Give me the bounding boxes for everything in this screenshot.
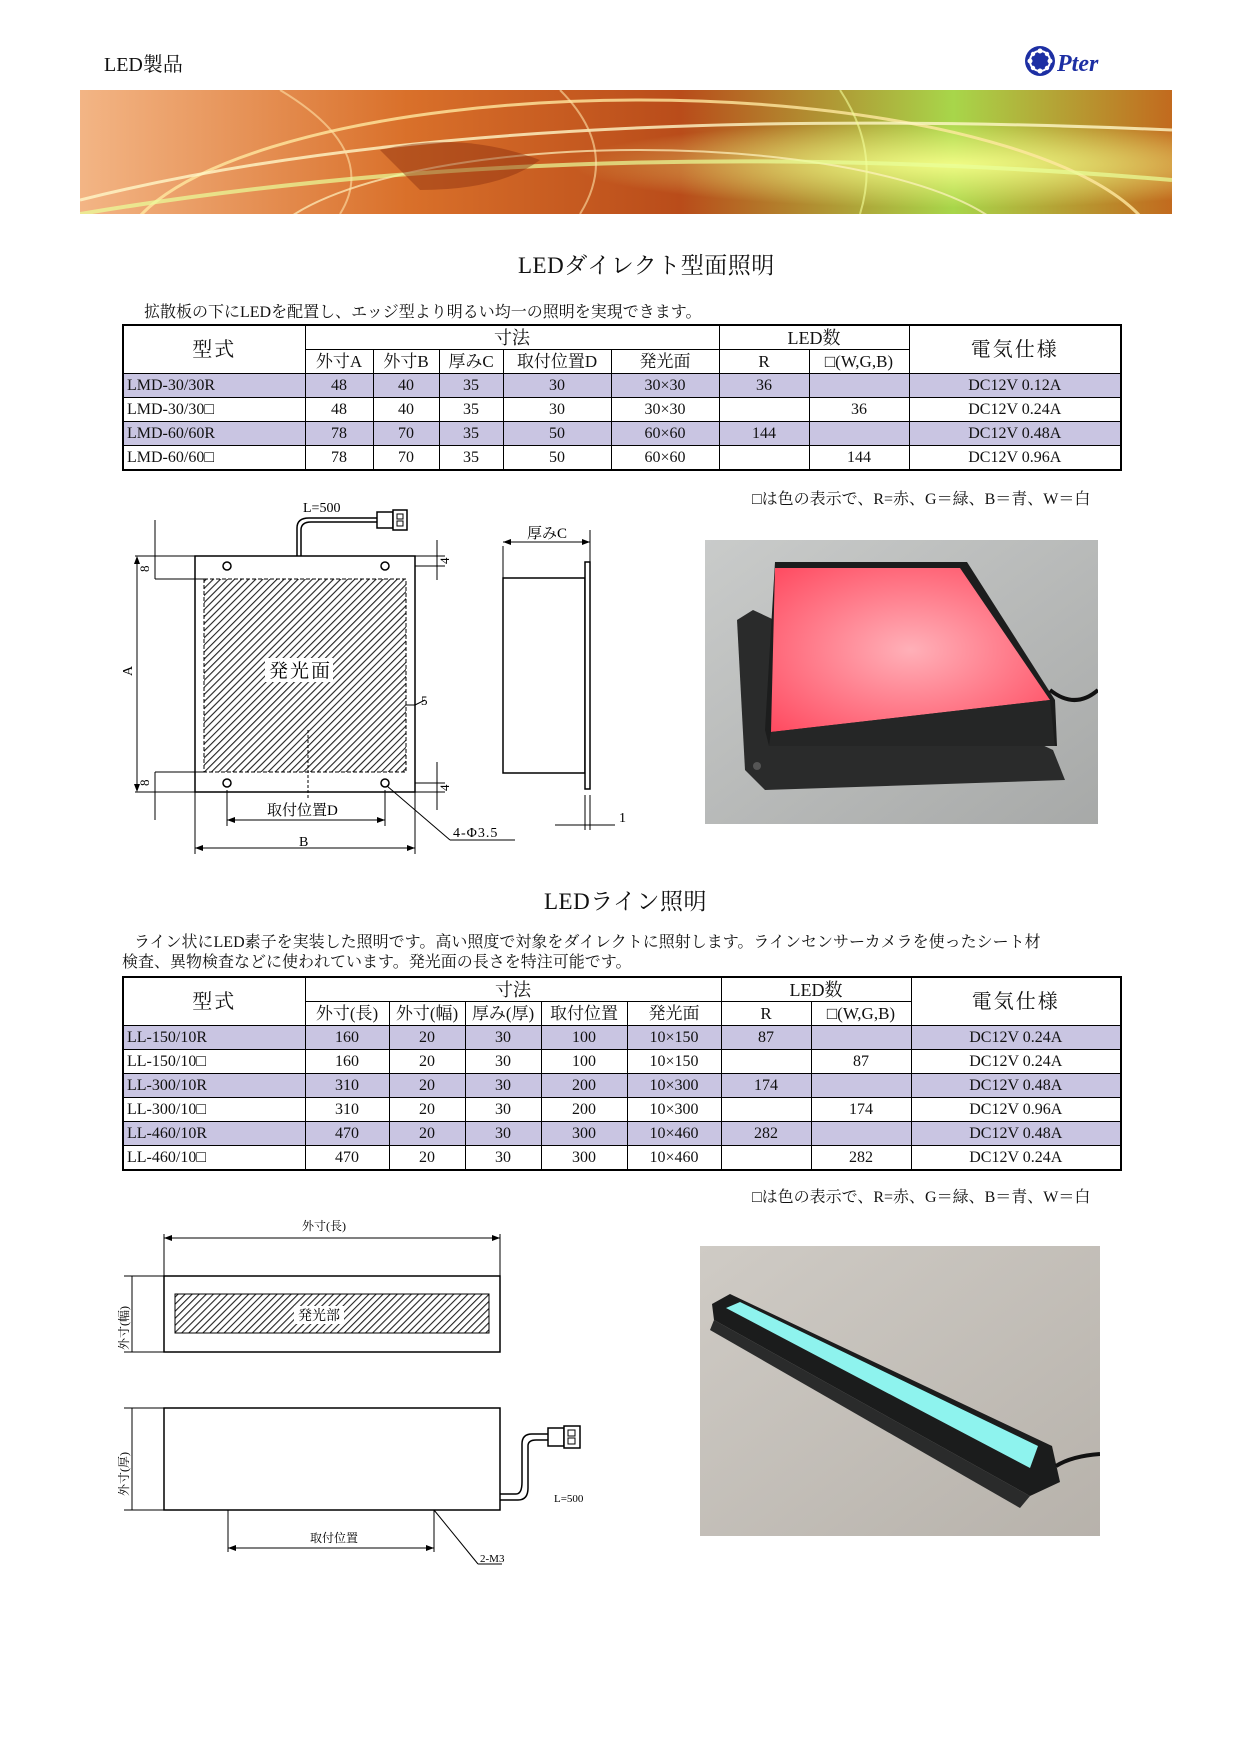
- cell-model: LL-460/10R: [123, 1122, 305, 1146]
- cell-b: 20: [389, 1122, 465, 1146]
- cell-face: 60×60: [611, 422, 719, 446]
- cell-power: DC12V 0.24A: [911, 1050, 1121, 1074]
- cell-r: [721, 1050, 811, 1074]
- col-header: 発光面: [611, 350, 719, 374]
- drawing2-screw-label: 2-M3: [480, 1553, 505, 1565]
- header-banner-image: [80, 90, 1172, 214]
- cell-model: LL-150/10□: [123, 1050, 305, 1074]
- cell-face: 10×300: [627, 1074, 721, 1098]
- cell-a: 310: [305, 1074, 389, 1098]
- cell-a: 470: [305, 1122, 389, 1146]
- cell-wgb: [811, 1074, 911, 1098]
- cell-c: 35: [439, 422, 503, 446]
- table-header-dimensions: 寸法: [305, 325, 719, 350]
- cell-power: DC12V 0.96A: [911, 1098, 1121, 1122]
- drawing1-dim-4-top: 4: [437, 557, 452, 564]
- section1-spec-table: [122, 324, 1122, 471]
- drawing1-dim-8-top: 8: [137, 565, 152, 572]
- table-row: [123, 422, 1121, 446]
- drawing1-dim-b: B: [299, 835, 309, 850]
- cell-a: 48: [305, 374, 373, 398]
- section2-intro-line2: 検査、異物検査などに使われています。発光面の長さを特注可能です。: [122, 954, 632, 971]
- cell-model: LMD-30/30□: [123, 398, 305, 422]
- cell-power: DC12V 0.96A: [909, 446, 1121, 471]
- cell-model: LMD-60/60R: [123, 422, 305, 446]
- cell-r: 174: [721, 1074, 811, 1098]
- logo-text: Pter: [1057, 51, 1099, 77]
- cell-wgb: 36: [809, 398, 909, 422]
- cell-power: DC12V 0.24A: [911, 1146, 1121, 1171]
- cell-power: DC12V 0.48A: [911, 1074, 1121, 1098]
- cell-c: 30: [465, 1098, 541, 1122]
- drawing2-width-label: 外寸(幅): [118, 1306, 131, 1350]
- cell-face: 10×150: [627, 1026, 721, 1050]
- cell-r: [721, 1146, 811, 1171]
- cell-c: 35: [439, 446, 503, 471]
- cell-wgb: [809, 374, 909, 398]
- cell-wgb: [811, 1026, 911, 1050]
- cell-wgb: 174: [811, 1098, 911, 1122]
- cell-a: 470: [305, 1146, 389, 1171]
- drawing1-dim-1: 1: [619, 811, 626, 826]
- cell-power: DC12V 0.12A: [909, 374, 1121, 398]
- table-header-model: 型式: [123, 977, 305, 1026]
- cell-wgb: 144: [809, 446, 909, 471]
- table-row: [123, 1050, 1121, 1074]
- cell-c: 30: [465, 1146, 541, 1171]
- cell-face: 10×460: [627, 1122, 721, 1146]
- table-row: [123, 1146, 1121, 1171]
- col-header: □(W,G,B): [811, 1002, 911, 1026]
- opter-logo: [1023, 44, 1129, 78]
- cell-r: 87: [721, 1026, 811, 1050]
- cell-r: 144: [719, 422, 809, 446]
- cell-face: 30×30: [611, 374, 719, 398]
- drawing1-face-label: 発光面: [269, 661, 333, 682]
- section2-title: LEDライン照明: [544, 889, 708, 914]
- line-light-product-photo: [700, 1246, 1100, 1536]
- section2-technical-drawing: [118, 1212, 638, 1592]
- section1-title: LEDダイレクト型面照明: [518, 253, 775, 278]
- cell-d: 200: [541, 1098, 627, 1122]
- drawing1-thickness-label: 厚みC: [527, 526, 568, 542]
- col-header: R: [719, 350, 809, 374]
- cell-d: 100: [541, 1026, 627, 1050]
- table-header-power: 電気仕様: [909, 325, 1121, 374]
- cell-b: 20: [389, 1050, 465, 1074]
- col-header: R: [721, 1002, 811, 1026]
- cell-face: 30×30: [611, 398, 719, 422]
- table-header-model: 型式: [123, 325, 305, 374]
- cell-wgb: [811, 1122, 911, 1146]
- table-row: [123, 1026, 1121, 1050]
- table-row: [123, 398, 1121, 422]
- table-row: [123, 374, 1121, 398]
- section1-color-note: □は色の表示で、R=赤、G＝緑、B＝青、W＝白: [752, 491, 1091, 508]
- cell-c: 30: [465, 1050, 541, 1074]
- cell-b: 40: [373, 398, 439, 422]
- table-header-led-count: LED数: [721, 977, 911, 1002]
- cell-r: 36: [719, 374, 809, 398]
- page-header-title: LED製品: [104, 54, 183, 76]
- section2-color-note: □は色の表示で、R=赤、G＝緑、B＝青、W＝白: [752, 1189, 1091, 1206]
- cell-model: LL-460/10□: [123, 1146, 305, 1171]
- cell-wgb: 87: [811, 1050, 911, 1074]
- cell-c: 30: [465, 1074, 541, 1098]
- cell-power: DC12V 0.24A: [911, 1026, 1121, 1050]
- direct-light-product-photo: [705, 540, 1098, 824]
- cell-d: 300: [541, 1122, 627, 1146]
- cell-face: 10×300: [627, 1098, 721, 1122]
- cell-b: 20: [389, 1026, 465, 1050]
- cell-r: [719, 446, 809, 471]
- section2-spec-table: [122, 976, 1122, 1171]
- cell-model: LL-300/10□: [123, 1098, 305, 1122]
- cell-b: 40: [373, 374, 439, 398]
- cell-c: 30: [465, 1026, 541, 1050]
- cell-d: 300: [541, 1146, 627, 1171]
- col-header: 取付位置D: [503, 350, 611, 374]
- drawing2-face-label: 発光部: [298, 1309, 340, 1324]
- drawing2-length-label: 外寸(長): [302, 1219, 346, 1233]
- cell-a: 78: [305, 422, 373, 446]
- cell-d: 100: [541, 1050, 627, 1074]
- table-header-led-count: LED数: [719, 325, 909, 350]
- cell-model: LL-300/10R: [123, 1074, 305, 1098]
- col-header: □(W,G,B): [809, 350, 909, 374]
- cell-a: 160: [305, 1026, 389, 1050]
- cell-d: 50: [503, 446, 611, 471]
- cell-a: 48: [305, 398, 373, 422]
- table-row: [123, 1098, 1121, 1122]
- cell-d: 200: [541, 1074, 627, 1098]
- cell-model: LL-150/10R: [123, 1026, 305, 1050]
- cell-r: [721, 1098, 811, 1122]
- drawing1-mount-label: 取付位置D: [267, 803, 338, 819]
- section2-intro-line1: ライン状にLED素子を実装した照明です。高い照度で対象をダイレクトに照射します。ラインセンサーカメラを使ったシート材: [134, 934, 1041, 951]
- section1-technical-drawing: [115, 500, 635, 870]
- col-header: 厚み(厚): [465, 1002, 541, 1026]
- col-header: 発光面: [627, 1002, 721, 1026]
- section1-intro: 拡散板の下にLEDを配置し、エッジ型より明るい均一の照明を実現できます。: [144, 304, 702, 321]
- drawing1-hole-label: 4-Φ3.5: [453, 826, 499, 841]
- cell-b: 20: [389, 1098, 465, 1122]
- col-header: 外寸A: [305, 350, 373, 374]
- cell-b: 70: [373, 422, 439, 446]
- cell-power: DC12V 0.48A: [909, 422, 1121, 446]
- cell-b: 20: [389, 1146, 465, 1171]
- cell-r: [719, 398, 809, 422]
- col-header: 外寸B: [373, 350, 439, 374]
- cell-d: 50: [503, 422, 611, 446]
- cell-model: LMD-30/30R: [123, 374, 305, 398]
- cell-r: 282: [721, 1122, 811, 1146]
- cell-face: 10×460: [627, 1146, 721, 1171]
- cell-c: 35: [439, 374, 503, 398]
- table-row: [123, 446, 1121, 471]
- table-row: [123, 1074, 1121, 1098]
- cell-b: 20: [389, 1074, 465, 1098]
- table-row: [123, 1122, 1121, 1146]
- col-header: 外寸(幅): [389, 1002, 465, 1026]
- drawing1-dim-4-bottom: 4: [437, 784, 452, 791]
- cell-wgb: [809, 422, 909, 446]
- drawing1-dim-8-bottom: 8: [137, 779, 152, 786]
- cell-a: 160: [305, 1050, 389, 1074]
- cell-face: 60×60: [611, 446, 719, 471]
- col-header: 厚みC: [439, 350, 503, 374]
- cell-d: 30: [503, 398, 611, 422]
- cell-d: 30: [503, 374, 611, 398]
- drawing2-cable-label: L=500: [554, 1493, 584, 1505]
- cell-face: 10×150: [627, 1050, 721, 1074]
- cell-c: 30: [465, 1122, 541, 1146]
- drawing2-thick-label: 外寸(厚): [118, 1452, 131, 1496]
- drawing1-dim-a: A: [121, 665, 136, 676]
- cell-power: DC12V 0.24A: [909, 398, 1121, 422]
- table-header-dimensions: 寸法: [305, 977, 721, 1002]
- cell-power: DC12V 0.48A: [911, 1122, 1121, 1146]
- cell-model: LMD-60/60□: [123, 446, 305, 471]
- table-header-power: 電気仕様: [911, 977, 1121, 1026]
- cell-a: 310: [305, 1098, 389, 1122]
- cell-a: 78: [305, 446, 373, 471]
- cell-b: 70: [373, 446, 439, 471]
- col-header: 取付位置: [541, 1002, 627, 1026]
- cell-wgb: 282: [811, 1146, 911, 1171]
- drawing1-cable-label: L=500: [303, 501, 341, 516]
- drawing1-dim-5: 5: [421, 693, 428, 708]
- col-header: 外寸(長): [305, 1002, 389, 1026]
- drawing2-mount-label: 取付位置: [310, 1531, 359, 1545]
- cell-c: 35: [439, 398, 503, 422]
